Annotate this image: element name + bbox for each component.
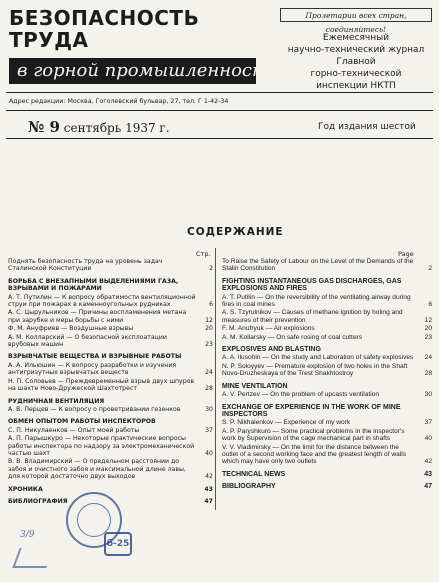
toc-entry <box>8 458 213 480</box>
toc-entry-title: Ф. М. Ануфриев — Воздушные взрывы <box>8 325 134 333</box>
toc-page-number: 40 <box>205 449 213 457</box>
journal-description <box>280 32 432 92</box>
toc-section-title: TECHNICAL NEWS <box>222 470 286 478</box>
header-divider <box>6 92 433 93</box>
toc-section-title: БИБЛИОГРАФИЯ <box>8 497 68 505</box>
journal-description-line: Главной <box>336 57 376 67</box>
toc-section-title: РУДНИЧНАЯ ВЕНТИЛЯЦИЯ <box>8 397 105 405</box>
toc-page-number: 43 <box>204 485 213 493</box>
toc-section-title: БОРЬБА С ВНЕЗАПНЫМИ ВЫДЕЛЕНИЯМИ ГАЗА, ВЗРЫВАМИ И ПОЖАРАМИ <box>8 277 179 293</box>
toc-page-number: 37 <box>424 419 432 427</box>
toc-section-title: FIGHTING INSTANTANEOUS GAS DISCHARGES, GAS EXPLOSIONS AND FIRES <box>222 277 402 293</box>
toc-section-heading <box>8 418 213 425</box>
toc-entry <box>222 444 432 466</box>
toc-page-number: 6 <box>428 301 432 309</box>
toc-page-number: 37 <box>205 426 213 434</box>
toc-section-title: ХРОНИКА <box>8 485 43 493</box>
toc-page-number: 24 <box>424 354 432 362</box>
slogan-box: Пролетарии всех стран, соединяйтесь! <box>280 8 432 22</box>
toc-entry <box>222 334 432 341</box>
toc-entry <box>222 428 432 443</box>
left-page-header: Стр. <box>196 250 211 258</box>
toc-entry <box>8 378 213 393</box>
toc-section-heading <box>222 346 432 353</box>
toc-page-number: 6 <box>209 301 213 309</box>
toc-entry-title: A. M. Kollarsky — On safe rosing of coal cutters <box>222 333 362 341</box>
toc-entry <box>222 391 432 398</box>
toc-section-heading <box>222 278 432 293</box>
address-divider <box>6 110 433 111</box>
toc-page-number: 2 <box>428 265 432 273</box>
toc-entry-title: To Raise the Safety of Labour on the Level of the Demands of the Stalin Constitution <box>222 258 414 273</box>
toc-entry <box>222 325 432 332</box>
toc-entry-title: Поднять безопасность труда на уровень задач Сталинской Конституции <box>8 258 163 273</box>
toc-page-number: 30 <box>424 391 432 399</box>
toc-section-title: EXPLOSIVES AND BLASTING <box>222 346 321 354</box>
toc-page-number: 30 <box>205 405 213 413</box>
toc-entry <box>222 258 432 273</box>
toc-page-number: 24 <box>205 369 213 377</box>
journal-description-line: инспекции НКТП <box>316 81 396 91</box>
toc-entry <box>222 354 432 361</box>
toc-page-number: 42 <box>205 473 213 481</box>
toc-entry <box>8 309 213 324</box>
toc-section-heading <box>8 486 213 493</box>
toc-page-number: 40 <box>424 435 432 443</box>
toc-entry <box>222 363 432 378</box>
toc-page-number: 20 <box>205 325 213 333</box>
toc-entry-title: А. П. Парышкуро — Некоторые практические вопросы работы инспектора по надзору за электромеханической частью шахт <box>8 435 195 457</box>
toc-section-heading <box>222 483 432 490</box>
toc-entry <box>222 294 432 309</box>
journal-description-line: горно-технической <box>310 69 402 79</box>
toc-section-heading <box>8 398 213 405</box>
toc-entry-title: А. А. Ильюшин — К вопросу разработки и изучения антигризутных взрывчатых веществ <box>8 361 177 377</box>
toc-page-number: 47 <box>424 483 432 491</box>
toc-entry-title: A. T. Putilin — On the reversibility of the ventilating airway during fires in coal mines <box>222 293 411 309</box>
toc-entry-title: А. М. Колларский — О безопасной эксплоатации врубовых машин <box>8 333 167 349</box>
toc-entry <box>8 334 213 349</box>
journal-description-line: научно-технический журнал <box>287 45 425 55</box>
toc-entry <box>8 362 213 377</box>
journal-description-line: Ежемесячный <box>322 33 390 43</box>
issue-number: № 9 <box>28 118 60 136</box>
toc-entry <box>8 294 213 309</box>
toc-entry-title: N. P. Soloyyev — Premature explosion of two holes in the Shaft Novo-Druzheskaya of the Trest Shakhtostroy <box>222 362 408 378</box>
toc-entry-title: V. V. Vladimirsky — On the limit for the distance between the outlet of a second working face and the greatest length of walls which may have only two outlets <box>222 443 407 466</box>
toc-entry-title: A. V. Pertzev — On the problem of upcasts ventilation <box>222 391 379 399</box>
toc-title: СОДЕРЖАНИЕ <box>187 226 284 238</box>
inventory-badge: б-25 <box>104 532 132 556</box>
toc-page-number: 47 <box>204 497 213 505</box>
toc-section-title: ОБМЕН ОПЫТОМ РАБОТЫ ИНСПЕКТОРОВ <box>8 418 156 426</box>
toc-page-number: 23 <box>205 341 213 349</box>
toc-page-number: 2 <box>209 265 213 273</box>
issue-info <box>28 119 170 136</box>
toc-entry <box>8 406 213 413</box>
toc-right-column <box>222 258 432 492</box>
toc-entry-title: А. С. Цырульников — Причины воспламенения метана при зарубке и меры борьбы с ними <box>8 309 187 324</box>
toc-entry-title: A. S. Tzyrulnikov — Causes of methane ignition by holing and measures of their prevention <box>222 309 403 324</box>
toc-page-number: 12 <box>205 316 213 324</box>
right-page-header: Page <box>398 250 414 258</box>
journal-title-line2: ТРУДА <box>9 28 89 52</box>
toc-section-heading <box>222 404 432 419</box>
toc-entry-title: А. Т. Путилин — К вопросу обратимости вентиляционной струи при пожарах в каменноугольных рудниках <box>8 293 196 309</box>
column-divider <box>215 248 216 510</box>
toc-entry-title: В. В. Владимирский — О предельном расстоянии до забоя и очистного забоя и максимальной длине лавы, для которой достаточно двух выходов <box>8 458 186 481</box>
publication-year: Год издания шестой <box>318 122 416 132</box>
toc-entry-title: С. П. Никулаенков — Опыт моей работы <box>8 426 140 434</box>
toc-section-title: EXCHANGE OF EXPERIENCE IN THE WORK OF MINE INSPECTORS <box>222 403 401 418</box>
toc-section-heading <box>8 353 213 360</box>
journal-subtitle-banner: в горной промышленности <box>9 58 256 84</box>
toc-page-number: 28 <box>205 385 213 393</box>
toc-section-heading <box>222 383 432 390</box>
toc-entry-title: A. A. Ilusohin — On the study and Laboration of safety explosives <box>222 354 414 362</box>
toc-page-number: 12 <box>424 316 432 324</box>
toc-entry-title: A. P. Paryshkuro — Some practical problems in the inspector's work by Supervision of the cage mechanical part in shafts <box>222 427 405 443</box>
handwritten-scribble <box>12 548 53 568</box>
toc-entry-title: А. В. Перцев — К вопросу о проветривании гезенков <box>8 405 181 413</box>
toc-entry <box>222 309 432 324</box>
toc-page-number: 20 <box>424 325 432 333</box>
toc-entry <box>8 258 213 273</box>
toc-page-number: 23 <box>424 333 432 341</box>
handwritten-note: 3/9 <box>20 530 35 540</box>
toc-entry-title: Н. П. Соловьев — Преждевременный взрыв двух шпуров на шахте Ново-Дружеской Шахтотрест <box>8 377 195 393</box>
issue-divider <box>6 138 433 139</box>
editorial-address: Адрес редакции: Москва, Гоголевский бульвар, 27, тел. Г 1-42-34 <box>9 98 229 105</box>
toc-entry-title: S. P. Nikhalenkov — Experience of my work <box>222 419 351 427</box>
toc-section-title: MINE VENTILATION <box>222 382 288 390</box>
toc-section-title: ВЗРЫВЧАТЫЕ ВЕЩЕСТВА И ВЗРЫВНЫЕ РАБОТЫ <box>8 353 182 361</box>
toc-section-title: BIBLIOGRAPHY <box>222 483 276 491</box>
toc-section-heading <box>222 471 432 478</box>
toc-entry <box>8 427 213 434</box>
toc-entry <box>222 419 432 426</box>
toc-page-number: 42 <box>424 458 432 466</box>
toc-left-column <box>8 258 213 506</box>
toc-entry-title: F. M. Anufryuk — Air explosions <box>222 325 315 333</box>
journal-title-line1: БЕЗОПАСНОСТЬ <box>9 6 200 30</box>
toc-section-heading <box>8 278 213 293</box>
toc-entry <box>8 435 213 457</box>
toc-page-number: 43 <box>424 470 432 478</box>
toc-page-number: 28 <box>424 370 432 378</box>
issue-date: сентябрь 1937 г. <box>63 121 170 135</box>
toc-entry <box>8 325 213 332</box>
